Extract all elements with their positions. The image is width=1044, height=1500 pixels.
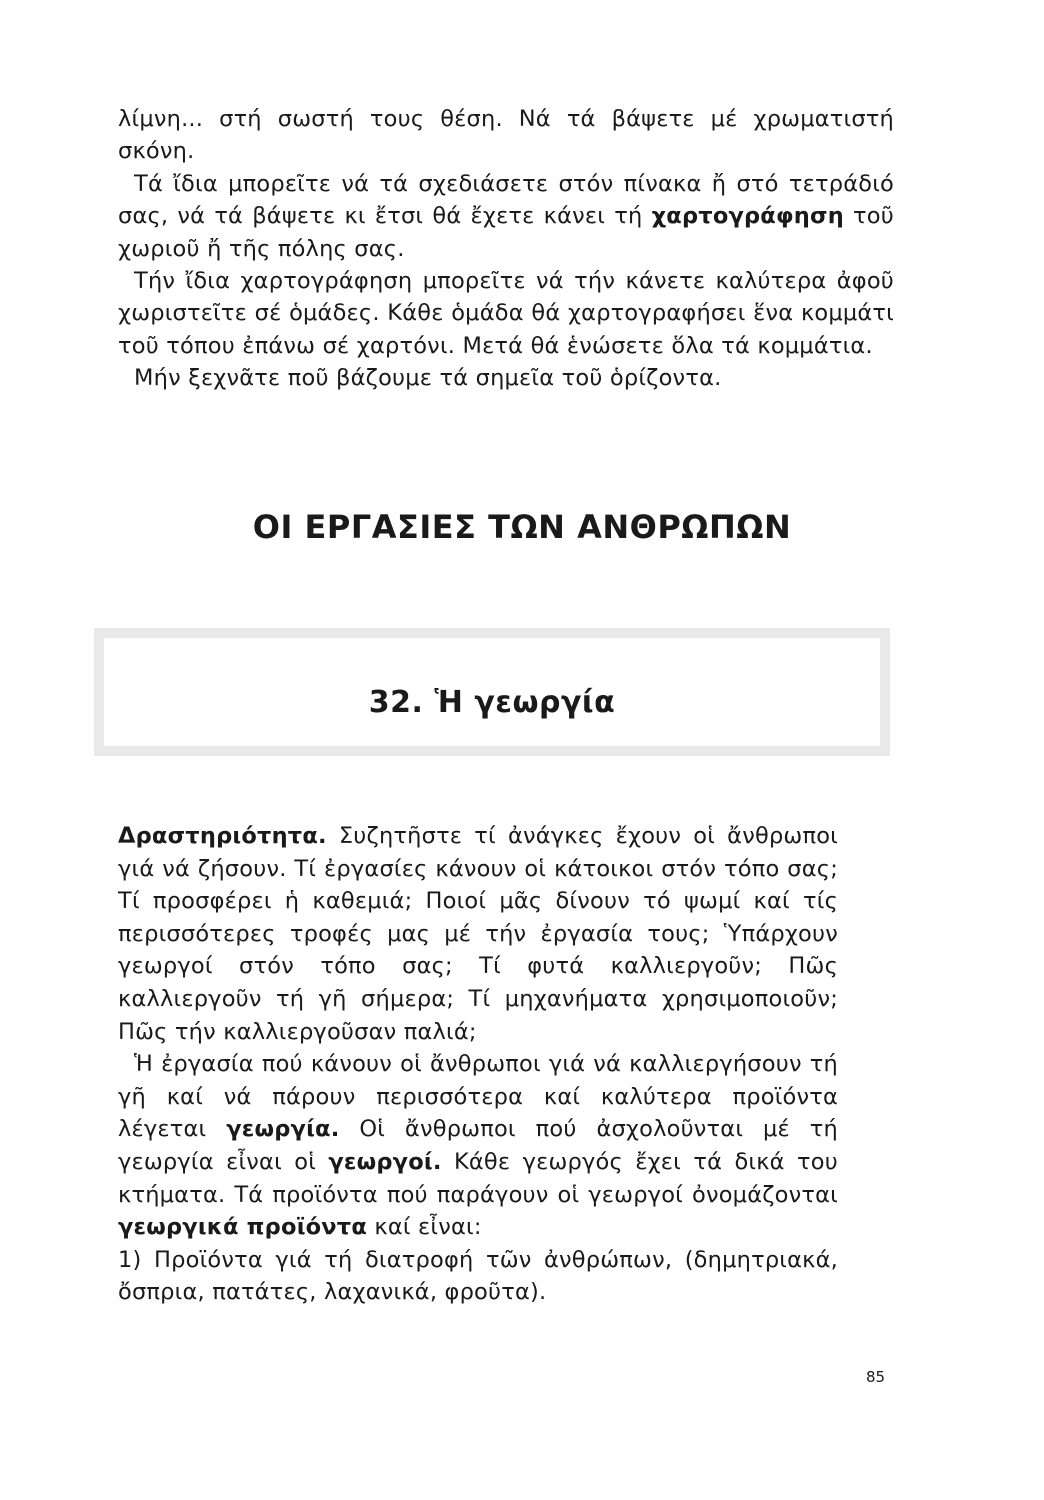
lesson-title-box xyxy=(104,638,880,746)
term-cartography: χαρτογράφηση xyxy=(651,203,844,230)
chapter-heading: ΟΙ ΕΡΓΑΣΙΕΣ ΤΩΝ ΑΝΘΡΩΠΩΝ xyxy=(252,508,792,546)
paragraph-2-end: τοῦ χωριοῦ ἤ τῆς πόλης σας. xyxy=(118,203,894,262)
lesson-title-frame xyxy=(94,628,890,756)
paragraph-1: λίμνη... στή σωστή τους θέση. Νά τά βάψετε μέ χρωματιστή σκόνη. xyxy=(118,106,894,165)
agriculture-text-c: Κάθε γεωργός ἔχει τά δικά του κτήματα. Τά προϊόντα πού παράγουν οἱ γεωργοί ὀνομάζονται xyxy=(118,1148,838,1208)
agriculture-text-b: Οἱ ἄνθρωποι πού ἀσχολοῦνται μέ τή γεωργία εἶναι οἱ xyxy=(118,1116,838,1175)
paragraph-4: Μήν ξεχνᾶτε ποῦ βάζουμε τά σημεῖα τοῦ ὁρίζοντα. xyxy=(134,365,722,392)
activity-paragraph xyxy=(118,820,838,1048)
paragraph-2-start: Τά ἴδια μπορεῖτε νά τά σχεδιάσετε στόν πίνακα ἤ στό τετράδιό σας, νά τά βάψετε κι ἔτσι θά ἔχετε κάνει τή xyxy=(118,170,894,230)
list-item-1: 1) Προϊόντα γιά τή διατροφή τῶν ἀνθρώπων, (δημητριακά, ὄσπρια, πατάτες, λαχανικά, φροῦτα). xyxy=(118,1246,838,1306)
term-farmers: γεωργοί. xyxy=(328,1148,442,1175)
activity-body: Συζητῆστε τί ἀνάγκες ἔχουν οἱ ἄνθρωποι γιά νά ζήσουν. Τί ἐργασίες κάνουν οἱ κάτοικοι στόν τόπο σας; Τί προσφέρει ἡ καθεμιά; Ποιοί μᾶς δίνουν τό ψωμί καί τίς περισσότερες τροφές μας μέ τήν ἐργασία τους; Ὑπάρχουν γεωργοί στόν τόπο σας; Τί φυτά καλλιεργοῦν; Πῶς καλλιεργοῦν τή γῆ σήμερα; Τί μηχανήματα χρησιμοποιοῦν; Πῶς τήν καλλιεργοῦσαν παλιά; xyxy=(118,823,838,1045)
top-text-block xyxy=(118,103,894,395)
agriculture-paragraph xyxy=(118,1048,838,1244)
lesson-title: 32. Ἡ γεωργία xyxy=(368,685,616,720)
agriculture-text-a: Ἡ ἐργασία πού κάνουν οἱ ἄνθρωποι γιά νά καλλιεργήσουν τή γῆ καί νά πάρουν περισσότερα καί καλύτερα προϊόντα λέγεται xyxy=(118,1051,838,1143)
bottom-text-block xyxy=(118,820,838,1309)
term-agricultural-products: γεωργικά προϊόντα xyxy=(118,1214,368,1241)
page-number: 85 xyxy=(866,1368,886,1386)
term-agriculture: γεωργία. xyxy=(226,1116,340,1143)
agriculture-text-d: καί εἶναι: xyxy=(367,1214,482,1241)
paragraph-2 xyxy=(118,168,894,265)
paragraph-3: Τήν ἴδια χαρτογράφηση μπορεῖτε νά τήν κάνετε καλύτερα ἀφοῦ χωριστεῖτε σέ ὁμάδες. Κάθε ὁμάδα θά χαρτογραφήσει ἕνα κομμάτι τοῦ τόπου ἐπάνω σέ χαρτόνι. Μετά θά ἑνώσετε ὅλα τά κομμάτια. xyxy=(118,268,894,359)
activity-label: Δραστηριότητα. xyxy=(118,823,327,849)
